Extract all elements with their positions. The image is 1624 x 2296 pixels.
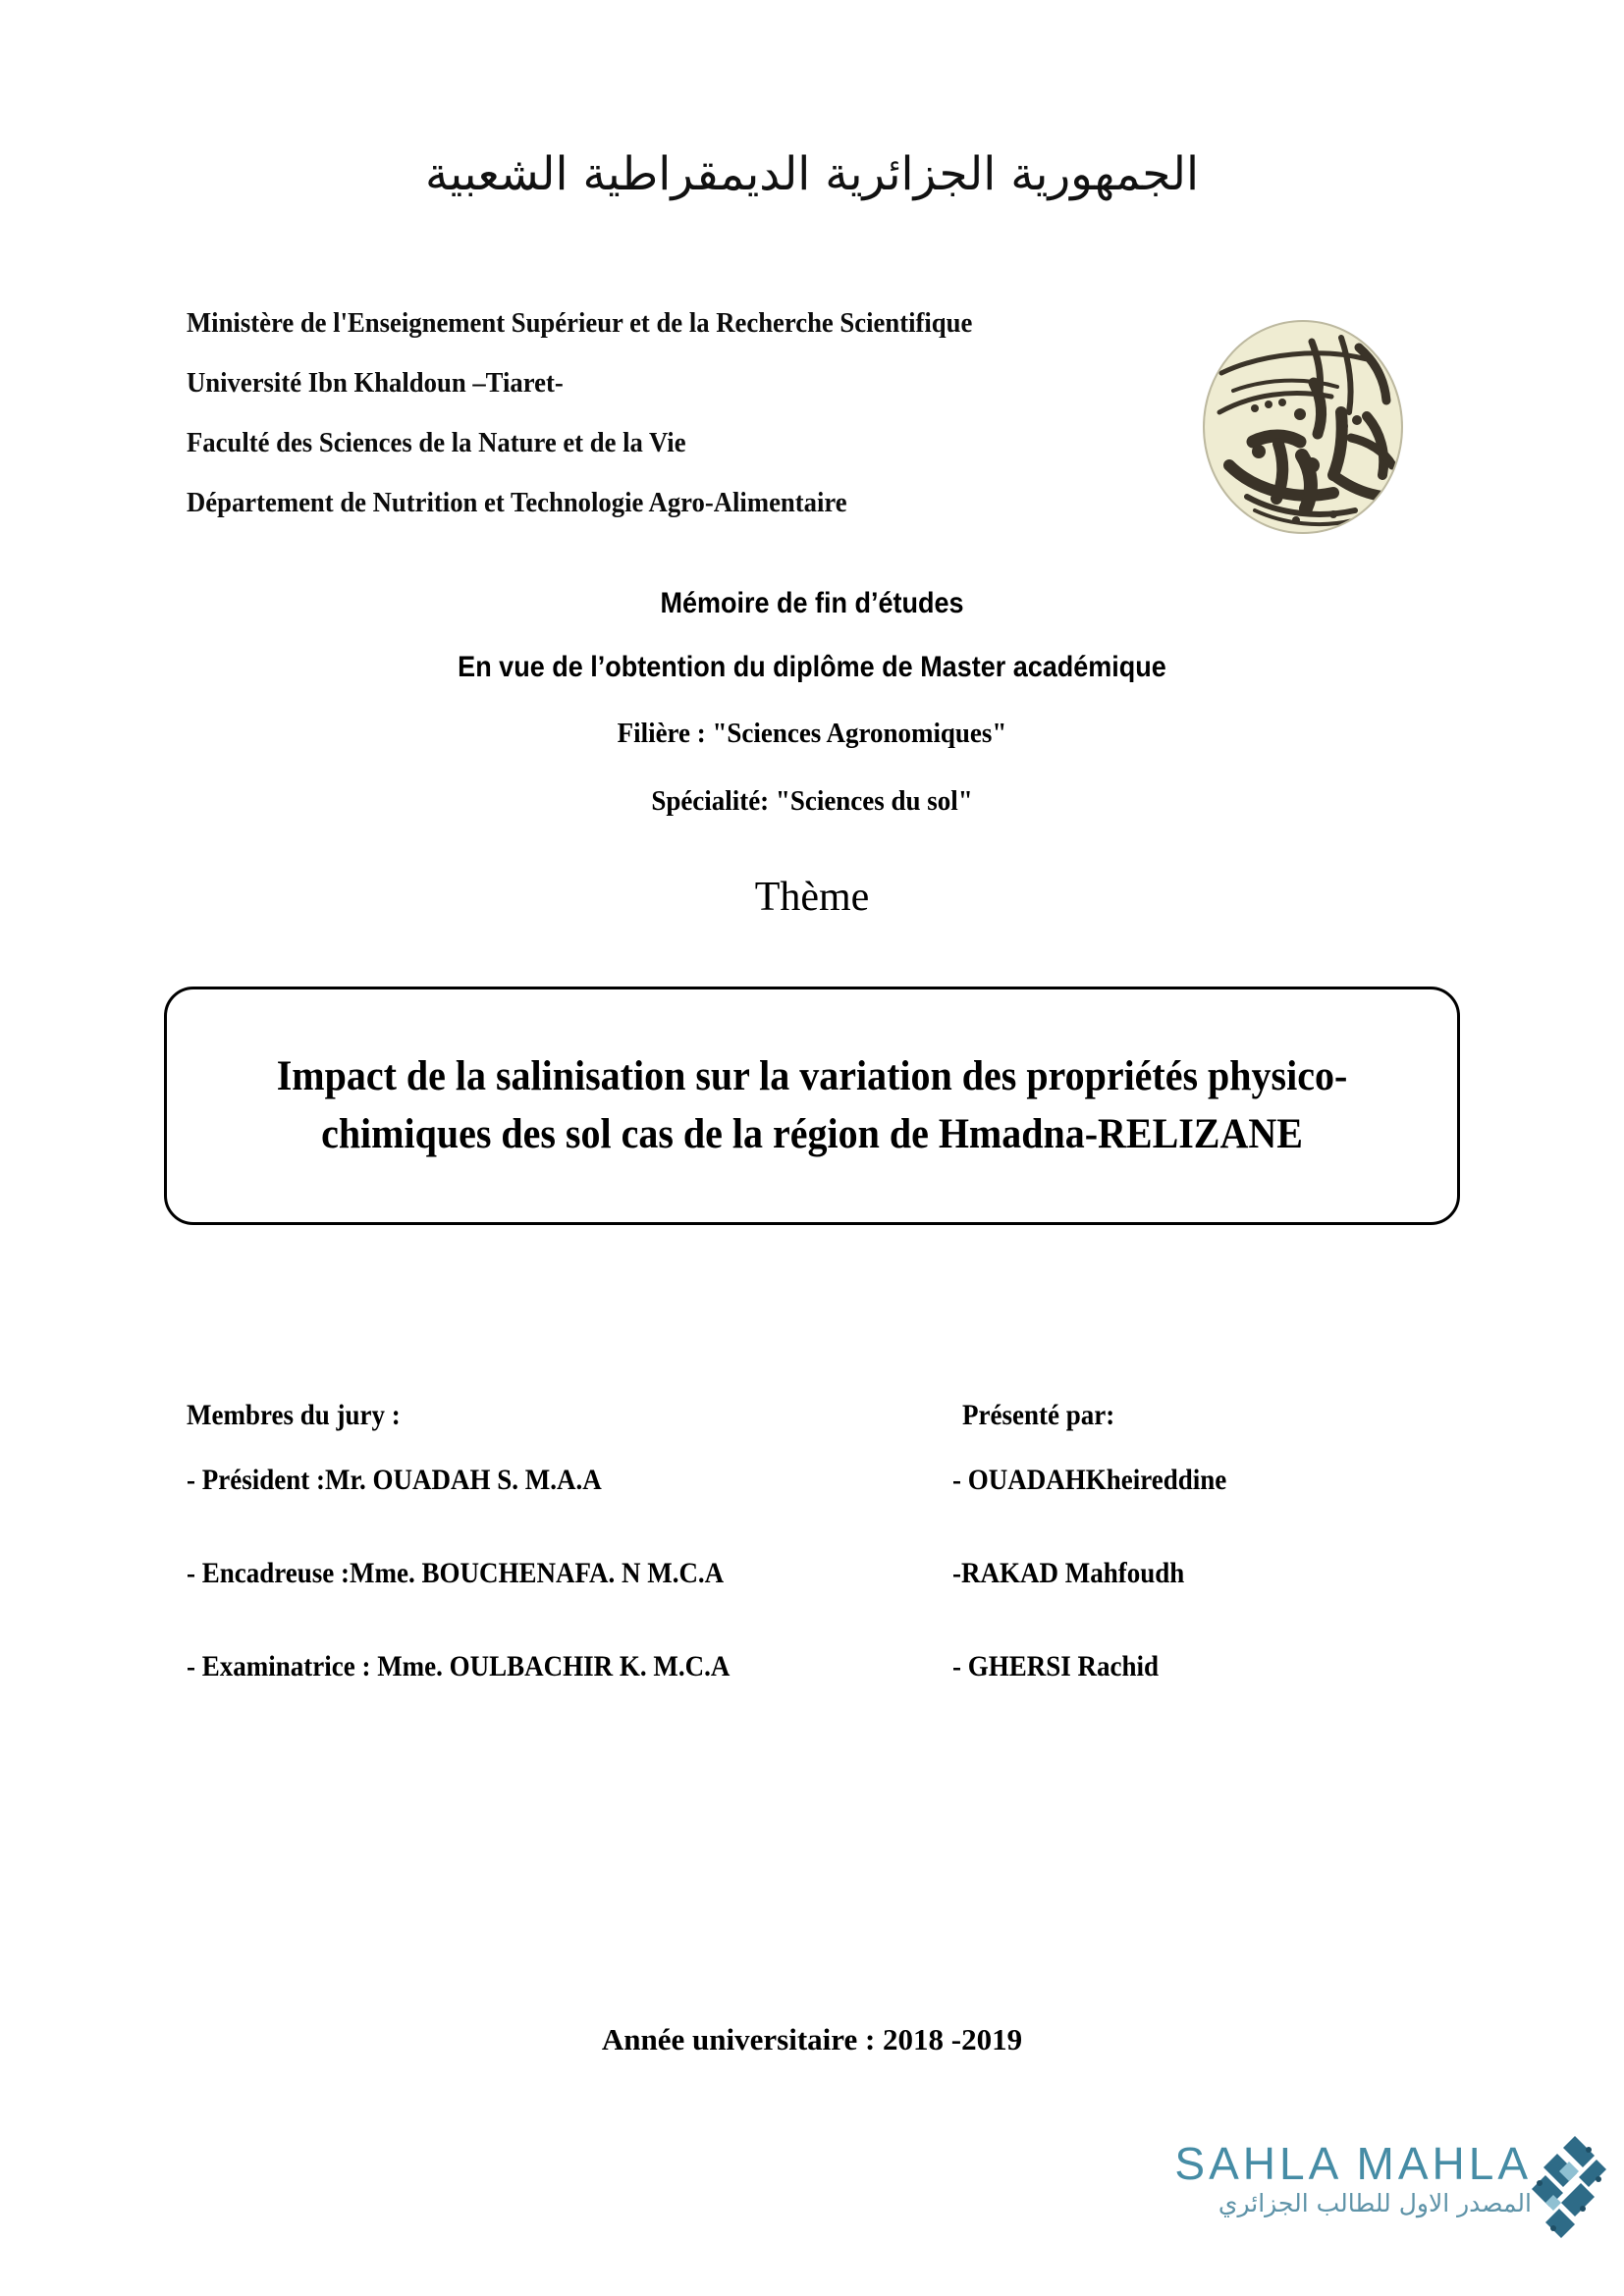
institution-line-ministry: Ministère de l'Enseignement Supérieur et de la Recherche Scientifique xyxy=(187,307,973,339)
presented-by-heading: Présenté par: xyxy=(962,1399,1115,1431)
institution-line-faculty: Faculté des Sciences de la Nature et de la Vie xyxy=(187,427,686,458)
sahla-mahla-watermark xyxy=(1139,2140,1600,2268)
jury-section xyxy=(187,1399,1463,1743)
jury-member-president: - Président :Mr. OUADAH S. M.A.A xyxy=(187,1464,602,1496)
diploma-line-memoire: Mémoire de fin d’études xyxy=(660,587,964,619)
institution-line-university: Université Ibn Khaldoun –Tiaret- xyxy=(187,367,564,399)
student-name: - OUADAHKheireddine xyxy=(952,1464,1227,1496)
republic-arabic-heading: الجمهورية الجزائرية الديمقراطية الشعبية xyxy=(424,147,1200,201)
jury-row xyxy=(187,1557,1463,1650)
institution-line-department: Département de Nutrition et Technologie Agro-Alimentaire xyxy=(187,487,847,518)
jury-members-heading: Membres du jury : xyxy=(187,1399,401,1431)
thesis-title: Impact de la salinisation sur la variation des propriétés physico-chimiques des sol cas de la région de Hmadna-RELIZANE xyxy=(276,1053,1348,1157)
jury-member-examinatrice: - Examinatrice : Mme. OULBACHIR K. M.C.A xyxy=(187,1650,731,1682)
sahla-mahla-logo-icon xyxy=(1524,2134,1608,2242)
jury-row xyxy=(187,1464,1463,1557)
university-emblem-icon xyxy=(1194,318,1412,536)
diploma-line-filiere: Filière : "Sciences Agronomiques" xyxy=(617,718,1007,749)
theme-label: Thème xyxy=(754,875,870,920)
academic-year: Année universitaire : 2018 -2019 xyxy=(601,2022,1023,2056)
diploma-line-master: En vue de l’obtention du diplôme de Master académique xyxy=(458,651,1166,683)
institution-block xyxy=(187,309,1247,549)
jury-member-encadreuse: - Encadreuse :Mme. BOUCHENAFA. N M.C.A xyxy=(187,1557,725,1589)
watermark-text xyxy=(1139,2140,1532,2218)
student-name: - GHERSI Rachid xyxy=(952,1650,1160,1682)
watermark-tagline: المصدر الاول للطالب الجزائري xyxy=(1218,2189,1532,2218)
student-name: -RAKAD Mahfoudh xyxy=(952,1557,1185,1589)
diploma-line-specialite: Spécialité: "Sciences du sol" xyxy=(651,785,973,817)
watermark-brand-name: SAHLA MAHLA xyxy=(1174,2138,1532,2189)
jury-headings-row xyxy=(187,1399,1463,1464)
jury-row xyxy=(187,1650,1463,1743)
thesis-title-box xyxy=(164,987,1460,1225)
diploma-statement-block xyxy=(0,587,1624,818)
